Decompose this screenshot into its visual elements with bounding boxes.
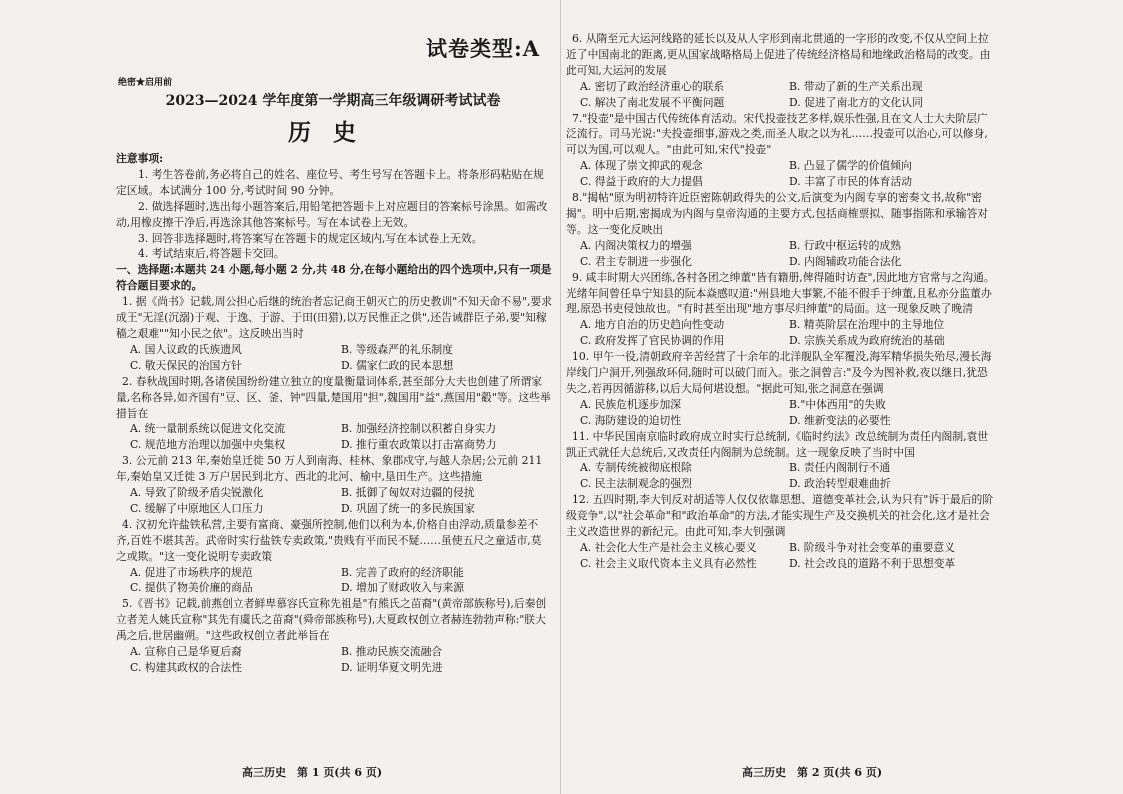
option-row: [116, 358, 552, 374]
option-row: [566, 174, 998, 190]
answer-option: D. 促进了南北方的文化认同: [789, 95, 923, 109]
answer-option: A. 地方自治的历史趋向性变动: [580, 318, 725, 332]
option-row: [116, 342, 552, 358]
answer-option: C. 社会主义取代资本主义具有必然性: [580, 556, 757, 570]
question-stem: 5.《晋书》记载,前燕创立者鲜卑慕容氏宣称先祖是"有熊氏之苗裔"(黄帝部族称号),后秦创立者羌人姚氏宣称"其先有虞氏之苗裔"(舜帝部族称号),大夏政权创立者赫连勃勃声称:"朕大禹之后,世居幽朔。"这些政权创立者此举旨在: [116, 597, 547, 643]
option-row: [566, 556, 998, 572]
answer-option: A. 导致了阶级矛盾尖锐激化: [130, 486, 264, 500]
option-row: [116, 485, 552, 501]
question-item: [566, 111, 998, 191]
answer-option: C. 构建其政权的合法性: [130, 661, 242, 674]
answer-option: A. 促进了市场秩序的规范: [130, 565, 253, 579]
answer-option: A. 专制传统被彻底根除: [580, 461, 692, 475]
note-item: 4. 考试结束后,将答题卡交回。: [138, 247, 285, 261]
answer-option: B. 凸显了儒学的价值倾向: [789, 159, 912, 173]
answer-option: D. 政治转型艰难曲折: [789, 477, 891, 491]
answer-option: C. 解决了南北发展不平衡问题: [580, 95, 725, 109]
answer-option: B."中体西用"的失败: [789, 397, 886, 411]
answer-option: D. 宗族关系成为政府统治的基础: [789, 334, 945, 348]
page-footer-right: 高三历史 第 2 页(共 6 页): [742, 766, 883, 779]
answer-option: C. 规范地方治理以加强中央集权: [130, 438, 286, 452]
question-stem: 12. 五四时期,李大钊反对胡适等人仅仅依靠思想、道德变革社会,认为只有"诉于最后的阶级竞争",以"社会革命"和"政治革命"的方法,才能实现生产及交换机关的社会化,这才是社会主义改造世界的新纪元。由此可知,李大钊强调: [566, 493, 994, 539]
question-item: [116, 517, 552, 597]
option-row: [566, 238, 998, 254]
option-row: [566, 95, 998, 111]
section-heading: 一、选择题:本题共 24 小题,每小题 2 分,共 48 分,在每小题给出的四个选项中,只有一项是符合题目要求的。: [116, 263, 552, 293]
option-row: [566, 333, 998, 349]
answer-option: D. 维新变法的必要性: [789, 413, 891, 427]
question-item: [566, 270, 998, 350]
answer-option: D. 社会改良的道路不利于思想变革: [789, 556, 956, 570]
option-row: [116, 565, 552, 581]
question-stem: 7."投壶"是中国古代传统体育活动。宋代投壶技艺多样,娱乐性强,且在文人士大夫阶层广泛流行。司马光说:"夫投壶细事,游戏之类,而圣人取之以为礼……投壶可以治心,可以修身,可以为国,可以观人。"由此可知,宋代"投壶": [566, 111, 988, 157]
option-row: [566, 158, 998, 174]
exam-title: 2023—2024 学年度第一学期高三年级调研考试试卷: [165, 93, 501, 109]
left-question-list: [116, 294, 552, 676]
answer-option: C. 得益于政府的大力提倡: [580, 175, 703, 189]
answer-option: B. 责任内阁制行不通: [789, 461, 891, 475]
answer-option: C. 政府发挥了官民协调的作用: [580, 334, 725, 348]
answer-option: C. 敬天保民的治国方针: [130, 358, 242, 372]
answer-option: B. 抵御了匈奴对边疆的侵扰: [341, 486, 475, 500]
left-column: [116, 151, 552, 676]
note-item: 1. 考生答卷前,务必将自己的姓名、座位号、考生号写在答题卡上。将条形码粘贴在规定区域。本试满分 100 分,考试时间 90 分钟。: [116, 167, 544, 197]
question-stem: 8."揭帖"原为明初特许近臣密陈朝政得失的公文,后演变为内阁专享的密奏文书,故称"密揭"。明中后期,密揭成为内阁与皇帝沟通的主要方式,包括商榷票拟、随事指陈和承输答对等。这一变化反映出: [566, 191, 989, 236]
option-row: [116, 580, 552, 596]
note-item: 2. 做选择题时,选出每小题答案后,用铅笔把答题卡上对应题目的答案标号涂黑。如需改动,用橡皮擦干净后,再选涂其他答案标号。写在本试卷上无效。: [116, 199, 548, 229]
answer-option: D. 增加了财政收入与来源: [341, 581, 465, 595]
answer-option: A. 宣称自己是华夏后裔: [130, 645, 242, 659]
question-item: [116, 453, 552, 517]
question-stem: 2. 春秋战国时期,各诸侯国纷纷建立独立的度量衡量词体系,甚至部分大夫也创建了所谓家量,名称各异,如齐国有"豆、区、釜、钟"四量,楚国用"担",魏国用"益",燕国用"觳"等。这些举措旨在: [116, 374, 551, 420]
answer-option: B. 加强经济控制以积蓄自身实力: [341, 422, 497, 436]
answer-option: B. 行政中枢运转的成熟: [789, 238, 901, 252]
question-stem: 10. 甲午一役,清朝政府辛苦经营了十余年的北洋舰队全军覆没,海军精华损失殆尽,漫长海岸线门户洞开,列强敌环伺,随时可以破门而入。张之洞曾言:"及今为图补救,夜以继日,犹恐失之,若再因循游移,以后大局何堪设想。"据此可知,张之洞意在强调: [566, 350, 992, 395]
answer-option: A. 民族危机逐步加深: [580, 397, 682, 411]
page-divider: [560, 0, 561, 794]
option-row: [116, 644, 552, 660]
notes-heading: 注意事项:: [116, 152, 164, 165]
answer-option: A. 社会化大生产是社会主义核心要义: [580, 541, 757, 554]
answer-option: B. 阶级斗争对社会变革的重要意义: [789, 541, 955, 554]
answer-option: A. 密切了政治经济重心的联系: [580, 79, 725, 93]
question-item: [116, 374, 552, 454]
question-item: [566, 492, 998, 572]
right-column: [566, 31, 998, 572]
question-item: [566, 349, 998, 429]
option-row: [116, 421, 552, 437]
option-row: [566, 79, 998, 95]
option-row: [116, 437, 552, 453]
question-stem: 1. 据《尚书》记载,周公担心后继的统治者忘记商王朝灭亡的历史教训"不知天命不易",要求成王"无淫(沉溺)于观、于逸、于游、于田(田猎),以万民惟正之供",还告诫群臣子弟,要"知稼穑之艰难""知小民之依"。这反映出当时: [116, 295, 553, 340]
answer-option: A. 内阁决策权力的增强: [580, 238, 692, 252]
question-stem: 11. 中华民国南京临时政府成立时实行总统制,《临时约法》改总统制为责任内阁制,袁世凯正式就任大总统后,又改责任内阁制为总统制。这一现象反映了当时中国: [566, 429, 989, 459]
answer-option: D. 内阁辅政功能合法化: [789, 254, 902, 268]
answer-option: A. 统一量制系统以促进文化交流: [130, 422, 286, 436]
question-item: [116, 596, 552, 676]
answer-option: D. 推行重农政策以打击富商势力: [341, 438, 497, 452]
answer-option: B. 带动了新的生产关系出现: [789, 79, 923, 93]
question-item: [566, 429, 998, 493]
question-stem: 3. 公元前 213 年,秦始皇迁徙 50 万人到南海、桂林、象郡戍守,与越人杂居;公元前 211 年,秦始皇又迁徙 3 万户居民到北方、西北的北河、榆中,垦田生产。这些措施: [116, 454, 543, 484]
question-item: [566, 31, 998, 111]
answer-option: A. 国人议政的氏族遗风: [130, 342, 242, 356]
answer-option: D. 巩固了统一的多民族国家: [341, 501, 475, 515]
question-stem: 9. 咸丰时期大兴团练,各村各团之绅董"皆有籍册,俾得随时访查",因此地方官常与之沟通。光绪年间曾任阜宁知县的阮本焱感叹道:"州县地大事繁,不能不假手于绅董,且私亦分监董办理,原恐书吏侵蚀故也。"有时甚至出现"地方事尽归绅董"的局面。这一现象反映了晚清: [566, 270, 995, 316]
option-row: [566, 540, 998, 556]
answer-option: A. 体现了崇文抑武的观念: [580, 159, 703, 173]
subject-title: 历史: [288, 119, 378, 146]
answer-option: D. 儒家仁政的民本思想: [341, 358, 454, 372]
right-question-list: [566, 31, 998, 572]
option-row: [566, 460, 998, 476]
option-row: [566, 254, 998, 270]
option-row: [116, 660, 552, 676]
answer-option: B. 等级森严的礼乐制度: [341, 342, 453, 356]
answer-option: B. 完善了政府的经济职能: [341, 565, 464, 579]
question-stem: 4. 汉初允许盐铁私营,主要有富商、豪强所控制,他们以利为本,价格自由浮动,质量参差不齐,百姓不堪其苦。武帝时实行盐铁专卖政策,"贵贱有平而民不疑……虽使五尺之童适市,莫之或欺。"这一变化说明专卖政策: [116, 517, 542, 563]
option-row: [566, 397, 998, 413]
page-footer-left: 高三历史 第 1 页(共 6 页): [242, 766, 383, 779]
answer-option: B. 推动民族交流融合: [341, 645, 443, 659]
secret-label: 绝密★启用前: [118, 78, 173, 88]
answer-option: C. 民主法制观念的强烈: [580, 477, 692, 491]
question-item: [116, 294, 552, 374]
option-row: [566, 413, 998, 429]
question-item: [566, 190, 998, 270]
option-row: [566, 317, 998, 333]
answer-option: D. 证明华夏文明先进: [341, 661, 443, 674]
answer-option: C. 提供了物美价廉的商品: [130, 581, 253, 595]
answer-option: C. 海防建设的迫切性: [580, 413, 682, 427]
option-row: [566, 476, 998, 492]
note-item: 3. 回答非选择题时,将答案写在答题卡的规定区域内,写在本试卷上无效。: [138, 231, 483, 245]
exam-type-label: 试卷类型:A: [426, 36, 541, 61]
answer-option: D. 丰富了市民的体育活动: [789, 175, 913, 189]
answer-option: C. 君主专制进一步强化: [580, 254, 692, 268]
question-stem: 6. 从隋至元大运河线路的延长以及从人字形到南北贯通的一字形的改变,不仅从空间上拉近了中国南北的距离,更从国家战略格局上促进了传统经济格局和地缘政治格局的改变。由此可知,大运河的发展: [566, 32, 991, 77]
answer-option: B. 精英阶层在治理中的主导地位: [789, 318, 945, 332]
answer-option: C. 缓解了中原地区人口压力: [130, 501, 264, 515]
option-row: [116, 501, 552, 517]
